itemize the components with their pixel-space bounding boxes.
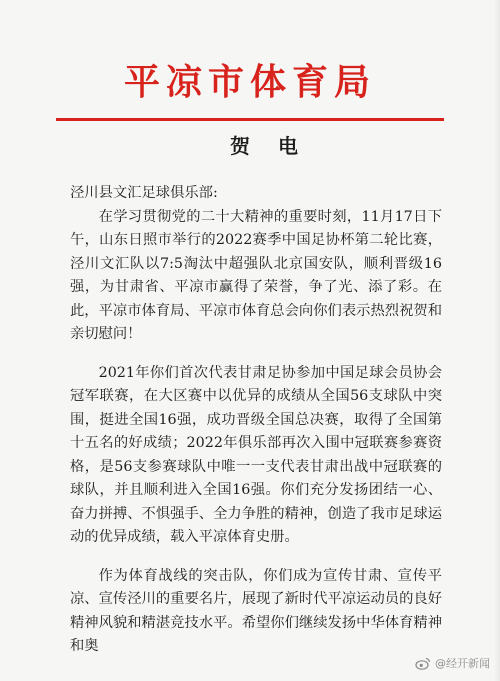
weibo-icon <box>415 655 431 671</box>
watermark-text: @经开新闻 <box>435 657 490 670</box>
page-edge-shadow <box>494 0 500 681</box>
paragraph-3: 作为体育战线的突击队，你们成为宣传甘肃、宣传平凉、宣传泾川的重要名片，展现了新时代平凉运动员的良好精神风貌和精湛竞技水平。希望你们继续发扬中华体育精神和奥 <box>70 567 442 654</box>
paragraph-1: 在学习贯彻党的二十大精神的重要时刻，11月17日下午，山东日照市举行的2022赛季中国足协杯第二轮比赛，泾川文汇队以7:5淘汰中超强队北京国安队，顺利晋级16强，为甘肃省、平凉市赢得了荣誉，争了光、添了彩。在此，平凉市体育局、平凉市体育总会向你们表示热烈祝贺和亲切慰问！ <box>70 208 442 342</box>
weibo-watermark <box>415 655 490 671</box>
letterhead-red-rule <box>56 118 444 121</box>
salutation: 泾川县文汇足球俱乐部: <box>70 185 218 201</box>
paragraph-2: 2021年你们首次代表甘肃足协参加中国足球会员协会冠军联赛，在大区赛中以优异的成绩从全国56支球队中突围，挺进全国16强，成功晋级全国总决赛，取得了全国第十五名的好成绩；2022年俱乐部再次入围中冠联赛参赛资格，是56支参赛球队中唯一一支代表甘肃出战中冠联赛的球队，并且顺利进入全国16强。你们充分发扬团结一心、奋力拼搏、不惧强手、全力争胜的精神，创造了我市足球运动的优异成绩，载入平凉体育史册。 <box>70 364 442 545</box>
document-title: 贺电 <box>230 134 326 158</box>
letterhead-org-name: 平凉市体育局 <box>123 61 376 103</box>
document-body <box>70 182 442 659</box>
